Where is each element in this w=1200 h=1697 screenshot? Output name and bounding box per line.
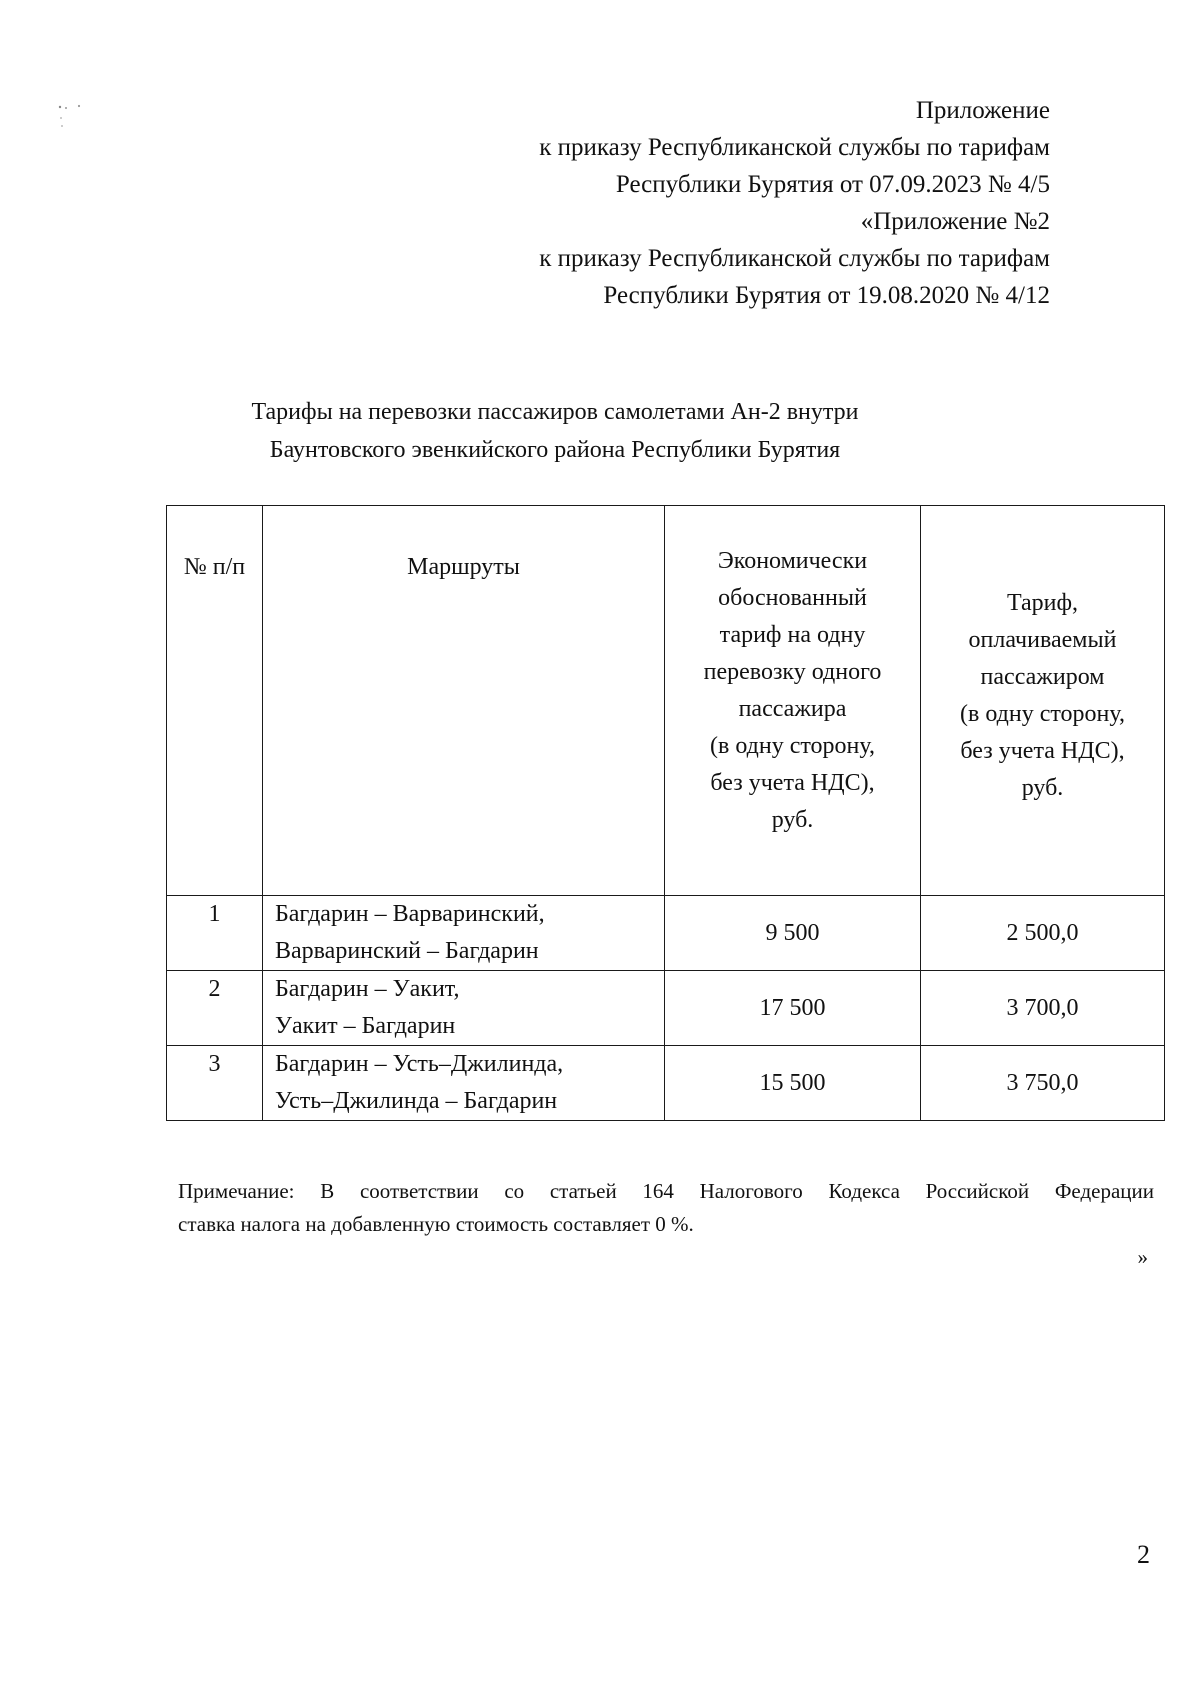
header-economic-line: руб. xyxy=(771,807,814,833)
row-economic-tariff: 9 500 xyxy=(665,896,921,971)
route-line: Варваринский – Багдарин xyxy=(275,938,539,964)
header-economic-line: (в одну сторону, xyxy=(710,733,875,759)
table-row xyxy=(167,1046,1165,1121)
closing-quote: » xyxy=(1137,1245,1148,1269)
row-number: 2 xyxy=(167,971,263,1046)
title-line: Баунтовского эвенкийского района Республики Бурятия xyxy=(269,437,841,463)
header-routes-line: Маршруты xyxy=(407,554,520,580)
row-number: 3 xyxy=(167,1046,263,1121)
note-line: ставка налога на добавленную стоимость составляет 0 %. xyxy=(178,1212,694,1236)
header-tariff-line: (в одну сторону, xyxy=(960,700,1125,727)
scan-specks-decoration xyxy=(57,104,87,134)
route-line: Багдарин – Варваринский, xyxy=(275,901,545,927)
note-line: Примечание: В соответствии со статьей 164 Налогового Кодекса Российской Федерации xyxy=(178,1179,1154,1203)
header-tariff-line: Тариф, xyxy=(1006,589,1079,616)
header-tariff-line: оплачиваемый xyxy=(968,626,1117,653)
route-line: Багдарин – Уакит, xyxy=(275,976,460,1002)
header-economic-line: тариф на одну xyxy=(719,622,866,648)
document-title xyxy=(230,393,880,469)
header-line: Приложение xyxy=(915,97,1050,124)
row-route xyxy=(263,1046,665,1121)
header-line: «Приложение №2 xyxy=(860,208,1050,235)
header-block xyxy=(350,92,1050,314)
header-economic-line: без учета НДС), xyxy=(710,770,875,796)
row-economic-tariff: 17 500 xyxy=(665,971,921,1046)
header-routes xyxy=(263,506,665,896)
tariffs-table-wrapper xyxy=(166,505,1164,1121)
route-line: Багдарин – Усть–Джилинда, xyxy=(275,1051,564,1077)
page-number: 2 xyxy=(1137,1540,1150,1569)
row-economic-tariff: 15 500 xyxy=(665,1046,921,1121)
header-economic-line: перевозку одного xyxy=(703,659,882,685)
header-number xyxy=(167,506,263,896)
header-economic-tariff xyxy=(665,506,921,896)
header-economic-line: Экономически xyxy=(717,548,868,574)
row-route xyxy=(263,971,665,1046)
header-passenger-tariff xyxy=(921,506,1165,896)
tariffs-table xyxy=(166,505,1165,1121)
row-passenger-tariff: 3 750,0 xyxy=(921,1046,1165,1121)
header-tariff-line: руб. xyxy=(1021,774,1064,801)
row-passenger-tariff: 2 500,0 xyxy=(921,896,1165,971)
row-number: 1 xyxy=(167,896,263,971)
header-line: к приказу Республиканской службы по тарифам xyxy=(539,134,1050,161)
title-line: Тарифы на перевозки пассажиров самолетами Ан-2 внутри xyxy=(251,399,859,425)
route-line: Уакит – Багдарин xyxy=(275,1013,456,1039)
header-line: Республики Бурятия от 07.09.2023 № 4/5 xyxy=(615,171,1050,198)
header-number-line: № п/п xyxy=(183,554,246,580)
header-line: к приказу Республиканской службы по тарифам xyxy=(539,245,1050,272)
row-passenger-tariff: 3 700,0 xyxy=(921,971,1165,1046)
header-line: Республики Бурятия от 19.08.2020 № 4/12 xyxy=(603,282,1050,309)
header-economic-line: пассажира xyxy=(738,696,847,722)
header-tariff-line: пассажиром xyxy=(980,663,1105,690)
table-row xyxy=(167,971,1165,1046)
header-economic-line: обоснованный xyxy=(718,585,867,611)
header-tariff-line: без учета НДС), xyxy=(960,737,1125,764)
route-line: Усть–Джилинда – Багдарин xyxy=(275,1088,558,1114)
table-row xyxy=(167,896,1165,971)
note-paragraph xyxy=(178,1175,1154,1241)
row-route xyxy=(263,896,665,971)
table-header-row xyxy=(167,506,1165,896)
